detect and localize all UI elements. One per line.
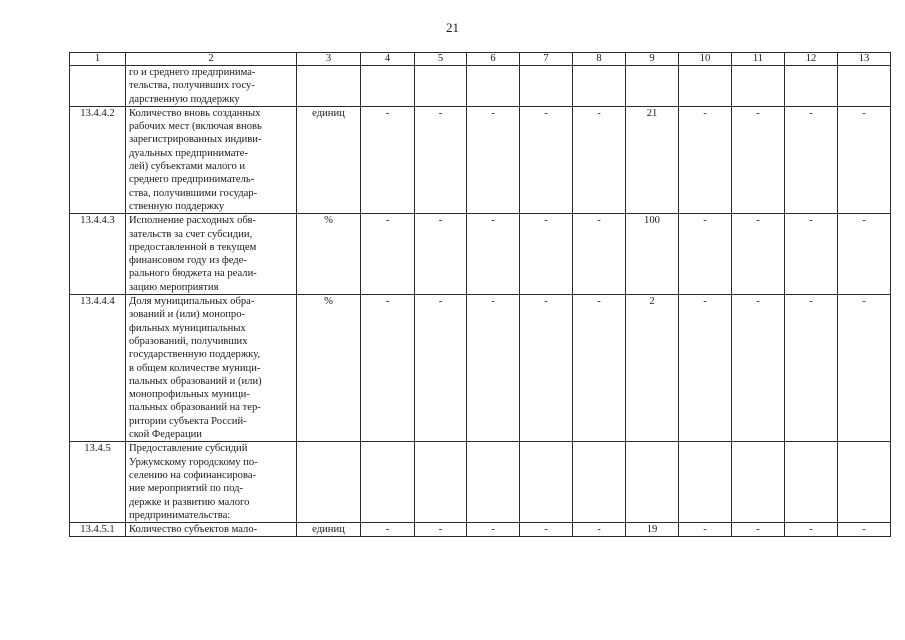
row-value-col-6: [467, 66, 520, 107]
column-header-7: 7: [520, 53, 573, 66]
row-code: 13.4.4.3: [70, 214, 126, 295]
row-value-col-4: [361, 66, 415, 107]
header-row: [70, 53, 891, 66]
row-value-col-13: -: [838, 523, 891, 537]
row-value-col-10: [679, 442, 732, 523]
row-value-col-11: [732, 442, 785, 523]
row-value-col-8: [573, 66, 626, 107]
row-value-col-4: -: [361, 214, 415, 295]
column-header-12: 12: [785, 53, 838, 66]
column-header-2: 2: [126, 53, 297, 66]
row-name: го и среднего предпринима- тельства, получивших госу- дарственную поддержку: [126, 66, 297, 107]
table-row: [70, 106, 891, 213]
table-body: [70, 66, 891, 537]
row-value-col-13: [838, 442, 891, 523]
row-name: Количество субъектов мало-: [126, 523, 297, 537]
row-value-col-9: [626, 66, 679, 107]
row-value-col-8: -: [573, 523, 626, 537]
row-value-col-12: [785, 66, 838, 107]
column-header-1: 1: [70, 53, 126, 66]
row-value-col-12: -: [785, 214, 838, 295]
row-value-col-5: -: [415, 295, 467, 442]
row-value-col-5: -: [415, 214, 467, 295]
row-name: Количество вновь созданных рабочих мест (включая вновь зарегистрированных индиви- дуальных предпринимате- лей) субъектами малого и среднего предприниматель- ства, получившими государ- ственную поддержку: [126, 106, 297, 213]
row-value-col-13: [838, 66, 891, 107]
row-value-col-10: -: [679, 523, 732, 537]
row-unit: единиц: [297, 523, 361, 537]
table-row: [70, 214, 891, 295]
column-header-13: 13: [838, 53, 891, 66]
row-value-col-10: -: [679, 106, 732, 213]
table-row: [70, 523, 891, 537]
row-unit: %: [297, 295, 361, 442]
row-code: 13.4.4.2: [70, 106, 126, 213]
table-header: [70, 53, 891, 66]
row-value-col-6: -: [467, 523, 520, 537]
row-value-col-13: -: [838, 214, 891, 295]
row-code: [70, 66, 126, 107]
column-header-10: 10: [679, 53, 732, 66]
row-value-col-12: -: [785, 523, 838, 537]
row-value-col-8: -: [573, 106, 626, 213]
row-code: 13.4.5: [70, 442, 126, 523]
row-value-col-12: -: [785, 295, 838, 442]
row-value-col-5: -: [415, 106, 467, 213]
row-value-col-4: [361, 442, 415, 523]
row-value-col-8: [573, 442, 626, 523]
row-value-col-7: -: [520, 523, 573, 537]
row-value-col-7: [520, 442, 573, 523]
column-header-3: 3: [297, 53, 361, 66]
row-value-col-10: -: [679, 295, 732, 442]
column-header-4: 4: [361, 53, 415, 66]
page-number: 21: [446, 20, 459, 35]
row-code: 13.4.4.4: [70, 295, 126, 442]
row-value-col-11: -: [732, 214, 785, 295]
row-value-col-12: -: [785, 106, 838, 213]
table-row: [70, 66, 891, 107]
row-value-col-8: -: [573, 214, 626, 295]
row-unit: [297, 66, 361, 107]
row-unit: [297, 442, 361, 523]
row-value-col-7: -: [520, 106, 573, 213]
row-code: 13.4.5.1: [70, 523, 126, 537]
row-value-col-6: -: [467, 106, 520, 213]
row-value-col-13: -: [838, 106, 891, 213]
column-header-9: 9: [626, 53, 679, 66]
table-row: [70, 442, 891, 523]
row-value-col-11: -: [732, 106, 785, 213]
row-value-col-5: [415, 442, 467, 523]
row-value-col-7: -: [520, 295, 573, 442]
column-header-5: 5: [415, 53, 467, 66]
column-header-8: 8: [573, 53, 626, 66]
row-value-col-11: -: [732, 295, 785, 442]
row-value-col-9: 100: [626, 214, 679, 295]
row-value-col-4: -: [361, 295, 415, 442]
row-unit: единиц: [297, 106, 361, 213]
row-value-col-6: -: [467, 295, 520, 442]
indicators-table: [69, 52, 891, 537]
row-value-col-9: [626, 442, 679, 523]
row-value-col-7: -: [520, 214, 573, 295]
row-value-col-6: -: [467, 214, 520, 295]
row-value-col-10: [679, 66, 732, 107]
row-name: Предоставление субсидий Уржумскому городскому по- селению на софинансирова- ние мероприятий по под- держке и развитию малого предпринимательства:: [126, 442, 297, 523]
row-value-col-6: [467, 442, 520, 523]
table-row: [70, 295, 891, 442]
row-value-col-9: 2: [626, 295, 679, 442]
row-value-col-11: -: [732, 523, 785, 537]
row-value-col-9: 21: [626, 106, 679, 213]
row-value-col-8: -: [573, 295, 626, 442]
row-value-col-7: [520, 66, 573, 107]
row-value-col-5: -: [415, 523, 467, 537]
row-unit: %: [297, 214, 361, 295]
row-value-col-12: [785, 442, 838, 523]
row-value-col-4: -: [361, 106, 415, 213]
column-header-6: 6: [467, 53, 520, 66]
row-value-col-10: -: [679, 214, 732, 295]
row-value-col-9: 19: [626, 523, 679, 537]
row-value-col-11: [732, 66, 785, 107]
row-name: Доля муниципальных обра- зований и (или) монопро- фильных муниципальных образований, получивших государственную поддержку, в общем количестве муници- пальных образований и (или) монопрофильных муници- пальных образований на тер- ритории субъекта Россий- ской Федерации: [126, 295, 297, 442]
row-value-col-4: -: [361, 523, 415, 537]
row-value-col-5: [415, 66, 467, 107]
row-name: Исполнение расходных обя- зательств за счет субсидии, предоставленной в текущем финансовом году из феде- рального бюджета на реали- зацию мероприятия: [126, 214, 297, 295]
column-header-11: 11: [732, 53, 785, 66]
row-value-col-13: -: [838, 295, 891, 442]
